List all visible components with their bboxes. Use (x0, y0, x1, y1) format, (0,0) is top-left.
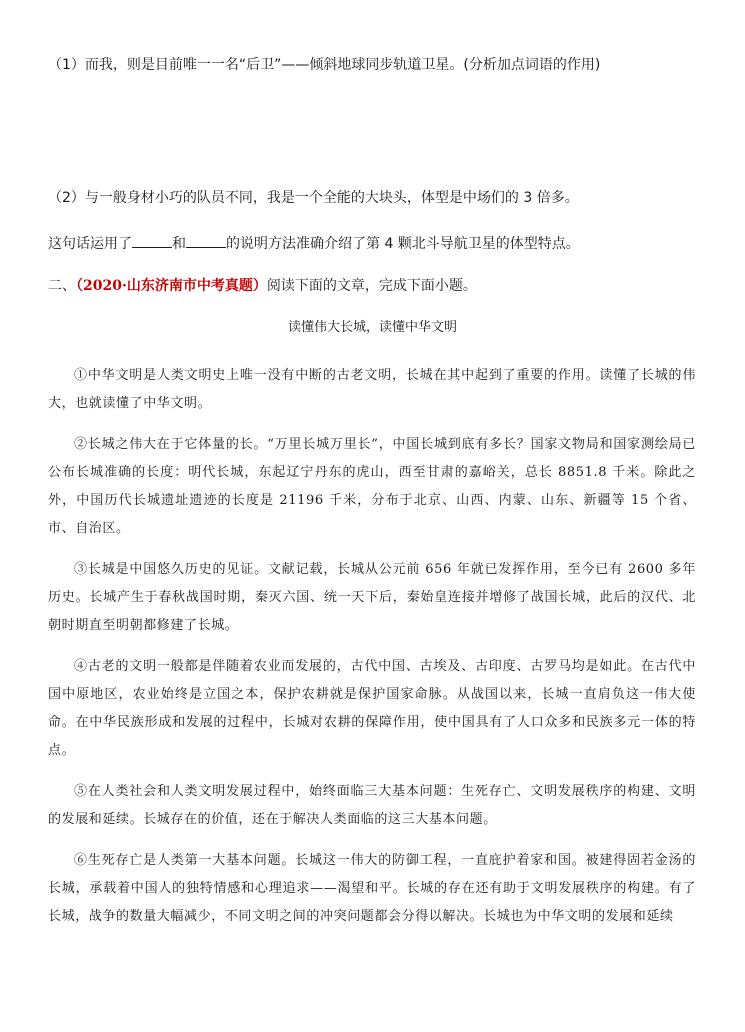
article-paragraph-6: ⑥生死存亡是人类第一大基本问题。长城这一伟大的防御工程，一直庇护着家和国。被建得固若金汤的长城，承载着中国人的独特情感和心理追求——渴望和平。长城的存在还有助于文明发展秩序的构建。有了长城，战争的数量大幅减少，不同文明之间的冲突问题都会分得以解决。长城也为中华文明的发展和延续 (48, 853, 696, 924)
article-paragraph-2: ②长城之伟大在于它体量的长。“万里长城万里长”，中国长城到底有多长？国家文物局和国家测绘局已公布长城准确的长度：明代长城，东起辽宁丹东的虎山，西至甘肃的嘉峪关，总长 8851.8 千米。除此之外，中国历代长城遗址遗迹的长度是 21196 千米，分布于北京、山西、内蒙、山东、新疆等 15 个省、市、自治区。 (48, 437, 696, 536)
question-2-followup (48, 233, 580, 254)
article-paragraph-5: ⑤在人类社会和人类文明发展过程中，始终面临三大基本问题：生死存亡、文明发展秩序的构建、文明的发展和延续。长城存在的价值，还在于解决人类面临的这三大基本问题。 (48, 784, 696, 827)
answer-blank-2[interactable] (186, 233, 226, 248)
section-instruction: 阅读下面的文章，完成下面小题。 (266, 278, 477, 294)
section-number: 二、 (48, 278, 76, 294)
question-2-followup-part1: 这句话运用了 (48, 236, 132, 252)
article-title: 读懂伟大长城，读懂中华文明 (287, 320, 457, 335)
article-paragraph-1: ①中华文明是人类文明史上唯一没有中断的古老文明，长城在其中起到了重要的作用。读懂了长城的伟大，也就读懂了中华文明。 (48, 368, 696, 411)
question-2: （2）与一般身材小巧的队员不同，我是一个全能的大块头，体型是中场们的 3 倍多。 (48, 190, 579, 206)
article-paragraph-4: ④古老的文明一般都是伴随着农业而发展的，古代中国、古埃及、古印度、古罗马均是如此。在古代中国中原地区，农业始终是立国之本，保护农耕就是保护国家命脉。从战国以来，长城一直肩负这一伟大使命。在中华民族形成和发展的过程中，长城对农耕的保障作用，使中国具有了人口众多和民族多元一体的特点。 (48, 659, 696, 758)
question-2-followup-part3: 的说明方法准确介绍了第 4 颗北斗导航卫星的体型特点。 (226, 236, 580, 252)
article-paragraph-3: ③长城是中国悠久历史的见证。文献记载，长城从公元前 656 年就已发挥作用，至今已有 2600 多年历史。长城产生于春秋战国时期，秦灭六国、统一天下后，秦始皇连接并增修了战国长城，此后的汉代、北朝时期直至明朝都修建了长城。 (48, 562, 696, 633)
question-2-followup-part2: 和 (172, 236, 186, 252)
question-1: （1）而我，则是目前唯一一名“后卫”——倾斜地球同步轨道卫星。(分析加点词语的作用) (48, 57, 601, 73)
article-body (48, 362, 696, 944)
section-heading (48, 276, 477, 296)
answer-blank-1[interactable] (132, 233, 172, 248)
section-source: （2020·山东济南市中考真题） (76, 278, 267, 294)
